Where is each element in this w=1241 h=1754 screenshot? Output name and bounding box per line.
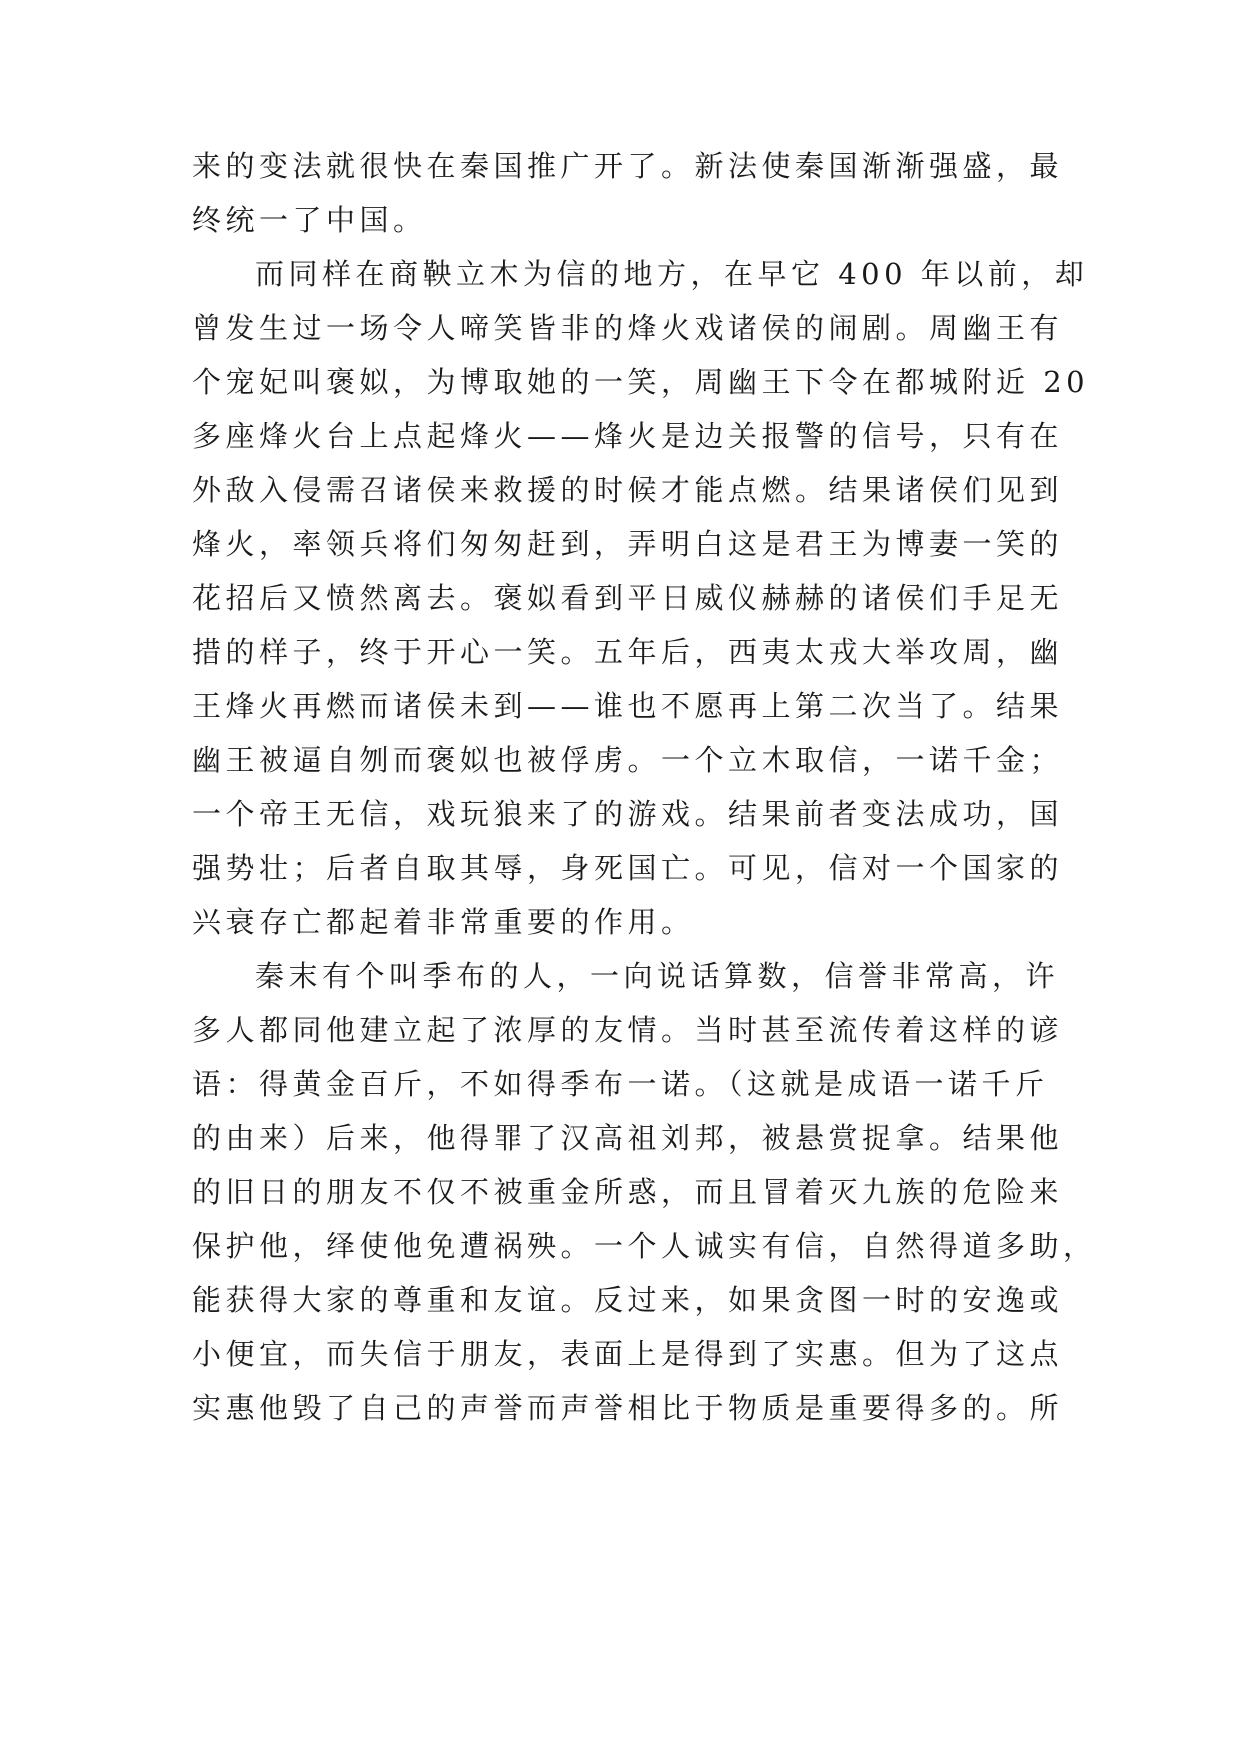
text-line: 来的变法就很快在秦国推广开了。新法使秦国渐渐强盛，最 <box>192 149 1064 183</box>
text-line: 多座烽火台上点起烽火——烽火是边关报警的信号，只有在 <box>192 419 1064 453</box>
text-line: 能获得大家的尊重和友谊。反过来，如果贪图一时的安逸或 <box>192 1283 1064 1317</box>
text-line: 小便宜，而失信于朋友，表面上是得到了实惠。但为了这点 <box>192 1337 1064 1371</box>
text-line: 花招后又愤然离去。褒姒看到平日威仪赫赫的诸侯们手足无 <box>192 581 1064 615</box>
text-line: 兴衰存亡都起着非常重要的作用。 <box>192 905 695 939</box>
text-line: 个宠妃叫褒姒，为博取她的一笑，周幽王下令在都城附近 20 <box>192 365 1090 399</box>
text-line: 的由来）后来，他得罪了汉高祖刘邦，被悬赏捉拿。结果他 <box>192 1121 1064 1155</box>
text-line: 终统一了中国。 <box>192 203 427 237</box>
text-line: 外敌入侵需召诸侯来救援的时候才能点燃。结果诸侯们见到 <box>192 473 1064 507</box>
text-line: 措的样子，终于开心一笑。五年后，西夷太戎大举攻周，幽 <box>192 635 1064 669</box>
text-line: 多人都同他建立起了浓厚的友情。当时甚至流传着这样的谚 <box>192 1013 1064 1047</box>
text-line: 曾发生过一场令人啼笑皆非的烽火戏诸侯的闹剧。周幽王有 <box>192 311 1064 345</box>
text-line: 保护他，绎使他免遭祸殃。一个人诚实有信，自然得道多助， <box>192 1229 1097 1263</box>
paragraph-first-line: 秦末有个叫季布的人，一向说话算数，信誉非常高，许 <box>255 959 1060 993</box>
text-line: 一个帝王无信，戏玩狼来了的游戏。结果前者变法成功，国 <box>192 797 1064 831</box>
text-line: 语：得黄金百斤，不如得季布一诺。（这就是成语一诺千斤 <box>192 1067 1049 1101</box>
text-line: 王烽火再燃而诸侯未到——谁也不愿再上第二次当了。结果 <box>192 689 1064 723</box>
text-line: 幽王被逼自刎而褒姒也被俘虏。一个立木取信，一诺千金； <box>192 743 1064 777</box>
text-line: 强势壮；后者自取其辱，身死国亡。可见，信对一个国家的 <box>192 851 1064 885</box>
text-line: 的旧日的朋友不仅不被重金所惑，而且冒着灭九族的危险来 <box>192 1175 1064 1209</box>
text-line: 烽火，率领兵将们匆匆赶到，弄明白这是君王为博妻一笑的 <box>192 527 1064 561</box>
text-line: 实惠他毁了自己的声誉而声誉相比于物质是重要得多的。所 <box>192 1391 1064 1425</box>
paragraph-first-line: 而同样在商鞅立木为信的地方，在早它 400 年以前，却 <box>255 257 1089 291</box>
